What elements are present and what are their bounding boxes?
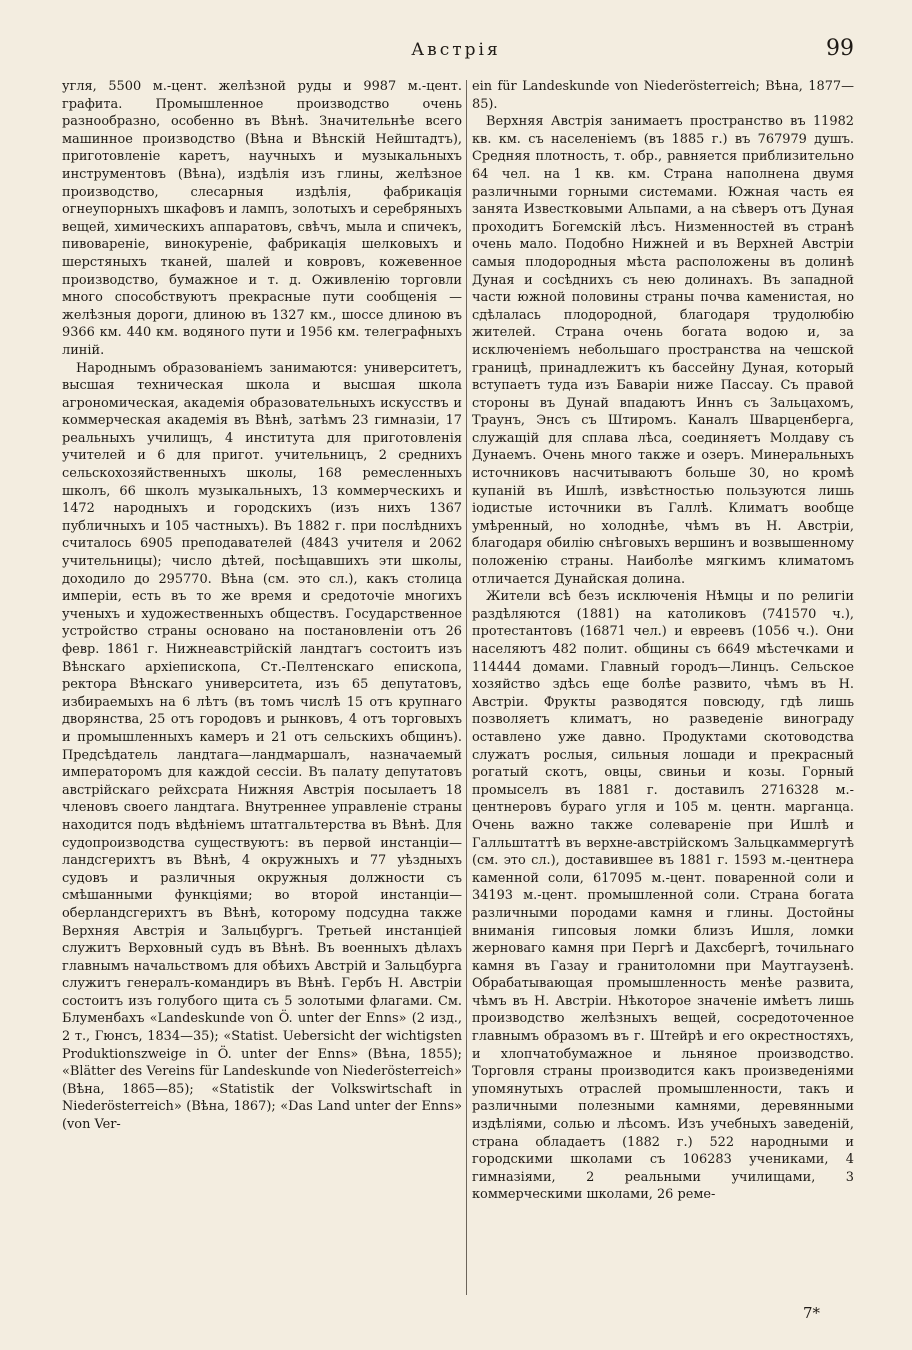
left-column (62, 78, 462, 1298)
page-title: Австрія (411, 40, 501, 60)
paragraph: ein für Landeskunde von Niederösterreich; Вѣна, 1877—85). (472, 79, 854, 112)
column-divider (466, 80, 467, 1295)
running-head (0, 36, 912, 64)
page-number: 99 (826, 36, 854, 61)
right-column (472, 78, 854, 1298)
paragraph: угля, 5500 м.-цент. желѣзной руды и 9987 м.-цент. графита. Промышленное производство очень разнообразно, особенно въ Вѣнѣ. Значительнѣе всего машинное производство (Вѣна и Вѣнскій Нейштадтъ), приготовленіе каретъ, научныхъ и музыкальныхъ инструментовъ (Вѣна), издѣлія изъ глины, желѣзное производство, слесарныя издѣлія, фабрикація огнеупорныхъ шкафовъ и лампъ, золотыхъ и серебряныхъ вещей, химическихъ аппаратовъ, свѣчъ, мыла и спичекъ, пивовареніе, винокуреніе, фабрикація шелковыхъ и шерстяныхъ тканей, шалей и ковровъ, кожевенное производство, бумажное и т. д. Оживленію торговли много способствуютъ прекрасные пути сообщенія — желѣзныя дороги, длиною въ 1327 км., шоссе длиною въ 9366 км. 440 км. водяного пути и 1956 км. телеграфныхъ линій. (62, 79, 462, 358)
paragraph: Жители всѣ безъ исключенія Нѣмцы и по религіи раздѣляются (1881) на католиковъ (741570 ч.), протестантовъ (16871 чел.) и евреевъ (1056 ч.). Они населяютъ 482 полит. общины съ 6649 мѣстечками и 114444 домами. Главный городъ—Линцъ. Сельское хозяйство здѣсь еще болѣе развито, чѣмъ въ Н. Австріи. Фрукты разводятся повсюду, гдѣ лишь позволяетъ климатъ, но разведеніе винограду оставлено уже давно. Продуктами скотоводства служатъ рослыя, сильныя лошади и прекрасный рогатый скотъ, овцы, свиньи и козы. Горный промыселъ въ 1881 г. доставилъ 2716328 м.-центнеровъ бураго угля и 105 м. центн. марганца. Очень важно также солевареніе при Ишлѣ и Галльштаттѣ въ верхне-австрійскомъ Зальцкаммергутѣ (см. это сл.), доставившее въ 1881 г. 1593 м.-центнера каменной соли, 617095 м.-цент. поваренной соли и 34193 м.-цент. промышленной соли. Страна богата различными породами камня и глины. Достойны вниманія гипсовыя ломки близъ Ишля, ломки жерноваго камня при Пергѣ и Дахсбергѣ, точильнаго камня въ Газау и гранитоломни при Маутгаузенѣ. Обрабатывающая промышленность менѣе развита, чѣмъ въ Н. Австріи. Нѣкоторое значеніе имѣетъ лишь производство желѣзныхъ вещей, сосредоточенное главнымъ образомъ въ г. Штейрѣ и его окрестностяхъ, и хлопчатобумажное и льняное производство. Торговля страны производится какъ произведеніями упомянутыхъ отраслей промышленности, такъ и различными полезными камнями, деревянными издѣліями, солью и лѣсомъ. Изъ учебныхъ заведеній, страна обладаетъ (1882 г.) 522 народными и городскими школами съ 106283 учениками, 4 гимназіями, 2 реальными училищами, 3 коммерческими школами, 26 реме- (472, 589, 854, 1203)
signature-mark: 7* (802, 1304, 820, 1322)
paragraph: Верхняя Австрія занимаетъ пространство въ 11982 кв. км. съ населеніемъ (въ 1885 г.) въ 767979 душъ. Средняя плотность, т. обр., равняется приблизительно 64 чел. на 1 кв. км. Страна наполнена двумя различными горными системами. Южная часть ея занята Известковыми Альпами, а на сѣверъ отъ Дуная проходитъ Богемскій лѣсъ. Низменностей въ странѣ очень мало. Подобно Нижней и въ Верхней Австріи самыя плодородныя мѣста расположены въ долинѣ Дуная и сосѣднихъ съ нею долинахъ. Въ западной части южной половины страны почва каменистая, но сдѣлалась плодородной, благодаря трудолюбію жителей. Страна очень богата водою и, за исключеніемъ небольшаго пространства на чешской границѣ, принадлежитъ къ бассейну Дуная, который вступаетъ туда изъ Баваріи ниже Пассау. Съ правой стороны въ Дунай впадаютъ Иннъ съ Зальцахомъ, Траунъ, Энсъ съ Штиромъ. Каналъ Шварценберга, служащій для сплава лѣса, соединяетъ Молдаву съ Дунаемъ. Очень много также и озеръ. Минеральныхъ источниковъ насчитываютъ больше 30, но кромѣ купаній въ Ишлѣ, извѣстностью пользуются лишь іодистые источники въ Галлѣ. Климатъ вообще умѣренный, но холоднѣе, чѣмъ въ Н. Австріи, благодаря обилію снѣговыхъ вершинъ и возвышенному положенію страны. Наиболѣе мягкимъ климатомъ отличается Дунайская долина. (472, 114, 854, 587)
paragraph: Народнымъ образованіемъ занимаются: университетъ, высшая техническая школа и высшая школа агрономическая, академія образовательныхъ искусствъ и коммерческая академія въ Вѣнѣ, затѣмъ 23 гимназіи, 17 реальныхъ училищъ, 4 института для приготовленія учителей и 6 для пригот. учительницъ, 2 среднихъ сельскохозяйственныхъ школы, 168 ремесленныхъ школъ, 66 школъ музыкальныхъ, 13 коммерческихъ и 1472 народныхъ и городскихъ (изъ нихъ 1367 публичныхъ и 105 частныхъ). Въ 1882 г. при послѣднихъ считалось 6905 преподавателей (4843 учителя и 2062 учительницы); число дѣтей, посѣщавшихъ эти школы, доходило до 295770. Вѣна (см. это сл.), какъ столица имперіи, есть въ то же время и средоточіе многихъ ученыхъ и художественныхъ обществъ. Государственное устройство страны основано на постановленіи отъ 26 февр. 1861 г. Нижнеавстрійскій ландтагъ состоитъ изъ Вѣнскаго архіепископа, Ст.-Пелтенскаго епископа, ректора Вѣнскаго университета, изъ 65 депутатовъ, избираемыхъ на 6 лѣтъ (въ томъ числѣ 15 отъ крупнаго дворянства, 25 отъ городовъ и рынковъ, 4 отъ торговыхъ и промышленныхъ камеръ и 21 отъ сельскихъ общинъ). Предсѣдатель ландтага—ландмаршалъ, назначаемый императоромъ для каждой сессіи. Въ палату депутатовъ австрійскаго рейхсрата Нижняя Австрія посылаетъ 18 членовъ своего ландтага. Внутреннее управленіе страны находится подъ вѣдѣніемъ штатгальтерства въ Вѣнѣ. Для судопроизводства существуютъ: въ первой инстанціи—ландсгерихтъ въ Вѣнѣ, 4 окружныхъ и 77 уѣздныхъ судовъ и различныя окружныя должности съ смѣшанными функціями; во второй инстанціи—оберландсгерихтъ въ Вѣнѣ, которому подсудна также Верхняя Австрія и Зальцбургъ. Третьей инстанціей служитъ Верховный судъ въ Вѣнѣ. Въ военныхъ дѣлахъ главнымъ начальствомъ для обѣихъ Австрій и Зальцбурга служитъ генералъ-командиръ въ Вѣнѣ. Гербъ Н. Австріи состоитъ изъ голубого щита съ 5 золотыми флагами. См. Блуменбахъ «Landeskunde von Ö. unter der Enns» (2 изд., 2 т., Гюнсъ, 1834—35); «Statist. Uebersicht der wichtigsten Produktionszweige in Ö. unter der Enns» (Вѣна, 1855); «Blätter des Vereins für Landeskunde von Niederösterreich» (Вѣна, 1865—85); «Statistik der Volkswirtschaft in Niederösterreich» (Вѣна, 1867); «Das Land unter der Enns» (von Ver- (62, 360, 462, 1133)
